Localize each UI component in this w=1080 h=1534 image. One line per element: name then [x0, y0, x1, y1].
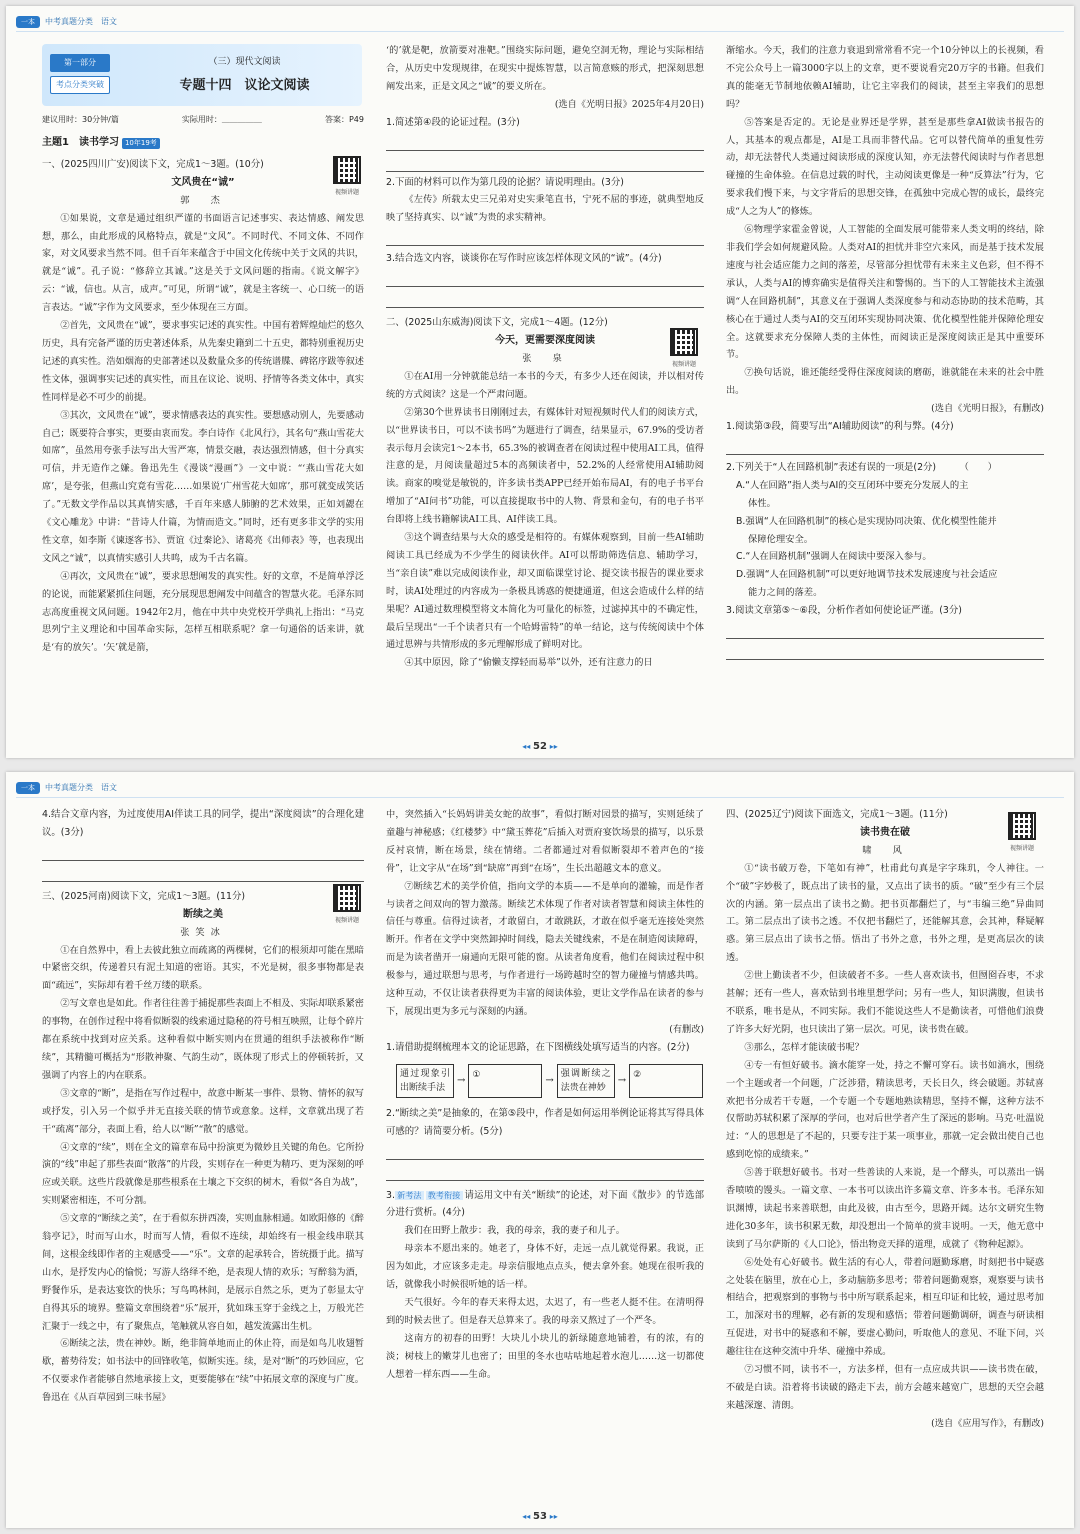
answer-ref: 答案：P49: [324, 115, 364, 124]
paragraph: ⑥断续之法，贵在神妙。断，绝非简单地而止的休止符，而是如鸟儿收翅暂歇，蓄势待发；如书法中的回锋收笔，似断实连。续，是对“断”的巧妙回应，它不仅要求作者能够自然地承接上文，更要能够在“续”中拓展文章的深度与广度。鲁迅在《从百草园到三味书屋》: [42, 1338, 364, 1404]
page-number-text: 53: [533, 1511, 547, 1522]
answer-line[interactable]: [386, 1162, 704, 1181]
page-header: [16, 12, 1064, 32]
question-2: 2.下面的材料可以作为第几段的论据？请说明理由。(3分): [386, 176, 624, 188]
source-note: (选自《光明日报》，有删改): [931, 403, 1044, 415]
theme-badge: 10年19考: [122, 138, 160, 149]
blank-marker: ①: [472, 1069, 481, 1080]
answer-line[interactable]: [386, 132, 704, 151]
answer-line[interactable]: [726, 620, 1044, 639]
option-b[interactable]: B.强调“人在回路机制”的核心是实现协同决策、优化模型性能并: [736, 515, 997, 527]
paragraph: ①在AI用一分钟就能总结一本书的今天，有多少人还在阅读，并以相对传统的方式阅读？这是一个严肃问题。: [386, 370, 704, 400]
paragraph: ①在自然界中，看上去彼此独立而疏离的两棵树，它们的根须却可能在黑暗中紧密交织，传递着只有泥土知道的密语。其实，不光是树，很多事物都是表面“疏远”，实际却有着千丝万缕的联系。: [42, 944, 364, 992]
option-d-cont: 能力之间的落差。: [748, 587, 823, 599]
question-text: 请运用文中有关“断续”的论述，对下面《散步》的节选部分进行赏析。(4分): [386, 1189, 704, 1219]
paragraph: ②世上勤读者不少，但读破者不多。一些人喜欢读书，但囫囵吞枣，不求甚解；还有一些人，喜欢钻到书堆里想学问；另有一些人，知识满腹，但读书不联系，唯书是从，不同实际。我们不能说这些人不是勤读者，可惜他们浪费了许多大好光阴，也只读出了第一层次。可见，读书贵在破。: [726, 970, 1044, 1035]
page-number: ◂◂ 52 ▸▸: [522, 741, 558, 752]
excerpt-paragraph: 这南方的初春的田野！大块儿小块儿的新绿随意地铺着，有的浓，有的淡；树枝上的嫩芽儿也密了；田里的冬水也咕咕地起着水泡儿……这一切都使人想着一样东西——生命。: [386, 1332, 704, 1380]
series-name: 中考真题分类: [45, 783, 93, 792]
actual-time: 实际用时：＿＿＿＿＿: [181, 115, 262, 124]
qr-label: 视频讲题: [671, 361, 696, 368]
paragraph: ⑤善于联想好破书。书对一些善读的人来说，是一个酵头，可以蒸出一锅香喷喷的馒头。一篇文章、一本书可以读出许多篇文章、许多本书。毛泽东知识渊博，读起书来善联想，由此及彼，由古至今，思路开阔。达尔文研究生物进化30多年，读书积累无数，却没想出一个简单的赏丰说明。一天，他无意中读到了马尔萨斯的《人口论》，悟出物竞天择的道理，成就了《物种起源》。: [726, 1167, 1044, 1250]
column-3: [726, 806, 1044, 1496]
arrow-right-icon: →: [545, 1074, 554, 1086]
link-tag: 教考衔接: [427, 1190, 461, 1200]
qr-code-icon[interactable]: [670, 328, 698, 356]
answer-line[interactable]: [386, 268, 704, 287]
excerpt-paragraph: 我们在田野上散步：我，我的母亲，我的妻子和儿子。: [404, 1225, 625, 1237]
option-a[interactable]: A.“人在回路”指人类与AI的交互闭环中要充分发展人的主: [736, 479, 969, 491]
option-a-cont: 体性。: [748, 497, 776, 509]
qr-code-icon[interactable]: [1008, 812, 1036, 840]
question-1: 1.阅读第③段，简要写出“AI辅助阅读”的利与弊。(4分): [726, 421, 954, 433]
section-heading: 四、(2025辽宁)阅读下面选文，完成1～3题。(11分): [726, 809, 948, 820]
section-heading: 一、(2025四川广安)阅读下文，完成1～3题。(10分): [42, 158, 264, 170]
brand-logo: 一本: [16, 782, 40, 794]
source-note: (选自《应用写作》，有删改): [931, 1417, 1044, 1429]
section-heading: 三、(2025河南)阅读下文，完成1～3题。(11分): [42, 890, 245, 902]
paragraph: ①如果说，文章是通过组织严谨的书面语言记述事实、表达情感、阐发思想，那么，由此形成的风格特点，就是“文风”。不同时代、不同文体、不同作家，对文风要求当然不同。但千百年来蕴含于中国文化传统中关于文风的共识，就是“诚”。孔子说：“修辞立其诚。”这是关于文风问题的指南。《说文解字》云：“诚，信也。从言，成声。”可见，所谓“诚”，就是主客统一、心口统一的语言表达。“诚”字作为文风要求，至少体现在三方面。: [42, 212, 364, 314]
section-heading: 二、(2025山东威海)阅读下文，完成1～4题。(12分): [386, 317, 608, 329]
article-title: 断续之美: [183, 908, 223, 920]
answer-line[interactable]: [42, 863, 364, 882]
outline-flowchart: [396, 1061, 704, 1101]
paragraph: ⑤答案是否定的。无论是业界还是学界，甚至是那些拿AI做读书报告的人，其基本的观点都是，AI是工具而非替代品。它可以替代简单的重复性劳动，却无法替代人类通过阅读形成的深度认知，亦无法替代阅读时与作者思想碰撞的生命体验。在信息过载的时代，主动阅读更像是一种“反算法”行为，它要求我们慢下来，与文字背后的思想交锋，在孤独中完成心智的成长，最终完成“人之为人”的修炼。: [726, 116, 1044, 218]
question-3: 3.阅读文章第⑤～⑥段，分析作者如何使论证严谨。(3分): [726, 605, 962, 617]
subject-name: 语文: [101, 783, 117, 792]
paragraph: ④其中原因，除了“偷懒支撑轻而易举”以外，还有注意力的日: [404, 657, 653, 669]
paragraph: ⑥物理学家霍金曾说，人工智能的全面发展可能带来人类文明的终结，除非我们学会如何规避风险。人类对AI的担忧并非空穴来风，而是基于技术发展速度与社会适应能力之间的落差，尽管部分担忧带有未来主义色彩，但不得不承认，人类与AI的博弈确实是值得关注和警惕的。当下的人工智能技术主流强调“人在回路机制”，其意义在于强调人类深度参与和动态协助的技术范畴，其核心在于通过人类与AI的交互闭环实现协同决策、优化模型性能并保障伦理安全。这就要求充分保障人类的主体性，而阅读正是深度阅读正是其中重要环节。: [726, 224, 1044, 361]
paragraph: ‘的’就是靶，放箭要对准靶。”围绕实际问题，避免空洞无物，理论与实际相结合，从历史中发现规律，在现实中提炼智慧，以言简意赅的形式，把深刻思想阐发出来，正是文风之“诚”的要义所在。: [386, 45, 704, 92]
question-2: 2.下列关于“人在回路机制”表述有误的一项是(2分) （ ）: [726, 461, 997, 473]
source-note: (选自《光明日报》2025年4月20日): [554, 98, 704, 110]
source-note: (有删改): [669, 1023, 704, 1035]
answer-line[interactable]: [726, 641, 1044, 660]
question-2: 2.“断续之美”是抽象的，在第⑤段中，作者是如何运用举例论证将其写得具体可感的？请简要分析。(5分): [386, 1107, 704, 1137]
column-2: [386, 42, 704, 714]
paragraph: ③那么，怎样才能读破书呢？: [744, 1041, 864, 1053]
flow-box-1: 通过现象引出断续手法: [396, 1064, 454, 1098]
article-author: 张 泉: [522, 352, 568, 364]
page-number-text: 52: [533, 741, 547, 752]
blank-marker: ②: [633, 1069, 642, 1080]
paragraph: ⑦断续艺术的美学价值，指向文学的本质——不是单向的灌输，而是作者与读者之间双向的智力激荡。断续艺术体现了作者对读者智慧和阅读主体性的信任与尊重。信得过读者，才敢留白，才敢跳跃，才敢在似乎毫无连接处突然断开。作者在文学中突然卸掉时间线，隐去关键线索，不是在制造阅读障碍，而是为读者凿开一扇通向无限可能的窗。从读者角度看，他们在阅读过程中积极参与，通过联想与思考，与作者进行一场跨越时空的智力碰撞与情感共鸣。这种互动，不仅让读者获得更为丰富的阅读体验，更让文学作品在读者的参与下，展现出更为多元与深刻的内涵。: [386, 880, 704, 1017]
brand-logo: 一本: [16, 16, 40, 28]
article-author: 张笑冰: [180, 926, 226, 938]
qr-label: 视频讲题: [1009, 845, 1034, 852]
question-1: 1.简述第④段的论证过程。(3分): [386, 116, 520, 128]
column-3: [726, 42, 1044, 714]
paragraph: ①“读书破万卷，下笔如有神”，杜甫此句真是字字珠玑，令人神往。一个“破”字妙极了，既点出了读书的量，又点出了读书的质。“破”至少有三个层次的内涵。第一层点出了读书之勤。把书页都翻烂了，与“韦编三绝”异曲同工。第二层点出了读书之透。不仅把书翻烂了，还能解其意，会其神，释疑解惑。第三层点出了读书之悟。悟出了书外之意，书外之理，是更高层次的读透。: [726, 862, 1044, 964]
arrow-right-icon: →: [457, 1074, 466, 1086]
paragraph: ④文章的“续”，则在全文的篇章布局中扮演更为微妙且关键的角色。它所扮演的“线”串起了那些表面“散落”的片段，实则存在一种更为精巧、更为深刻的呼应或关联。这些片段就像是那些根系在土壤之下交织的树木，看似“各自为战”，实则紧密相连，不可分割。: [42, 1141, 364, 1207]
answer-line[interactable]: [726, 436, 1044, 455]
paragraph: ②写文章也是如此。作者往往善于捕捉那些表面上不相及、实际却联系紧密的事物，在创作过程中将看似断裂的线索通过隐秘的符号相互映照，让每个碎片都在系统中找到对应关系。这种看似中断实则内在贯通的组织手法被称作“断续”，其精髓可概括为“形散神聚、气韵生动”，既体现了形式上的停顿转折，又强调了内容上的内在联系。: [42, 998, 364, 1081]
category-tag: 考点分类突破: [50, 76, 110, 94]
theme-heading: [42, 134, 364, 152]
question-material: 《左传》所载太史三兄弟对史实秉笔直书，宁死不屈的事迹，就典型地反映了坚持真实、以“诚”为贵的求实精神。: [386, 194, 704, 224]
chapter-banner: [42, 44, 362, 106]
flow-blank-2[interactable]: [629, 1064, 703, 1098]
page-number: ◂◂ 53 ▸▸: [522, 1511, 558, 1522]
page-header: [16, 778, 1064, 798]
paragraph: ④专一有恒好破书。滴水能穿一处，持之不懈可穿石。读书如滴水，围绕一个主题或者一个问题，广泛涉猎，精读思考，天长日久，终会破题。苏轼喜欢把书分成若干专题，一个专题一个专题地熟读精思，坚持不懈，这种方法不仅帮助苏轼积累了深厚的学问，也对后世学者产生了深远的影响。马克·吐温说过：“人的思想是了不起的，只要专注于某一项事业，那就一定会做出使自己也感到吃惊的成绩来。”: [726, 1059, 1044, 1161]
flow-box-3: 强调断续之法贵在神妙: [557, 1064, 615, 1098]
article-author: 郭 杰: [180, 194, 226, 206]
subject-name: 语文: [101, 17, 117, 26]
page-53: [6, 772, 1074, 1528]
paragraph: ④再次，文风贵在“诚”，要求思想阐发的真实性。好的文章，不是简单浮泛的论说，而能紧紧抓住问题，充分展现思想阐发中间蕴含的智慧火花。毛泽东同志高度重视文风问题。1942年2月，他在中共中央党校开学典礼上指出：“马克思列宁主义理论和中国革命实际，怎样互相联系呢？拿一句通俗的话来讲，就是‘有的放矢’。‘矢’就是箭，: [42, 570, 364, 654]
paragraph: ②首先，文风贵在“诚”，要求事实记述的真实性。中国有着辉煌灿烂的悠久历史，具有完备严谨的历史著述体系，从先秦史籍到二十五史，都特别重视历史记述的真实性。浩如烟海的史部著述以及数量众多的传统谱牒、碑铭序跋等叙述性文体，强调事实记述的真实性，而且在议论、说明、抒情等各类文体中，真实性同样是必不可少的前提。: [42, 320, 364, 403]
series-name: 中考真题分类: [45, 17, 93, 26]
column-1: [42, 806, 364, 1486]
qr-code-icon[interactable]: [333, 156, 361, 184]
question-3: [386, 1187, 704, 1223]
paragraph: ⑦习惯不同，读书不一，方法多样，但有一点应成共识——读书贵在破，不破是白读。沿着将书读破的路走下去，前方会越来越宽广，思想的天空会越来越深邃、清朗。: [726, 1364, 1044, 1411]
new-method-tag: 新考法: [396, 1190, 422, 1200]
paragraph: ③其次，文风贵在“诚”，要求情感表达的真实性。要想感动别人，先要感动自己；既要符合事实，更要由衷而发。李白诗作《北风行》，其名句“燕山雪花大如席”，虽然用夸张手法写出大雪严寒，情景交融，表达强烈情感，但十分真实可信，并无造作之嫌。鲁迅先生《漫谈“漫画”》一文中说：“‘燕山雪花大如席’，是夸张，但燕山究竟有雪花……如果说‘广州雪花大如席’，那可就变成笑话了。”无数文学作品以其真情实感，千百年来感人肺腑的艺术效果，正如刘勰在《文心雕龙》中讲：“昔诗人什篇，为情而造文。”同时，还有更多非文学的实用性文章，如李斯《谏逐客书》、贾谊《过秦论》、诸葛亮《出师表》等，也表现出文风之“诚”，以真情实感引人共鸣，成为千古名篇。: [42, 409, 364, 564]
qr-label: 视频讲题: [334, 917, 359, 924]
question-1: 1.请借助提纲梳理本文的论证思路，在下图横线处填写适当的内容。(2分): [386, 1041, 690, 1053]
option-c[interactable]: C.“人在回路机制”强调人在阅读中要深入参与。: [736, 551, 932, 563]
suggested-time: 建议用时：30分钟/篇: [42, 115, 119, 124]
excerpt-paragraph: 天气很好。今年的春天来得太迟，太迟了，有一些老人挺不住。在清明得到的时候去世了。但是春天总算来了。我的母亲又熬过了一个严冬。: [386, 1296, 704, 1326]
article-title: 今天，更需要深度阅读: [495, 335, 595, 347]
paragraph: ⑤文章的“断续之美”，在于看似东拼西凑，实则血脉相通。如欧阳修的《醉翁亭记》，时而写山水，时而写人情，看似不连续，却始终有一根金线串联其间，这根金线即作者的主观感受——“乐”。文章的起承转合，皆统摄于此。描写山水，是抒发内心的愉悦；写游人络绎不绝，是表现人情的欢乐；写醉翁为酒，野餐作乐，是表达宴饮的快乐；写鸟鸣林间，是展示自然之乐，更为了彰显太守自得其乐的境界。整篇文章围绕着“乐”展开，犹如珠玉穿于金线之上，万般光芒汇聚于一线之中，有了聚焦点，笔触就从容自如，越发流露出生机。: [42, 1213, 364, 1332]
answer-line[interactable]: [386, 153, 704, 172]
paragraph: 中，突然插入“长妈妈讲美女蛇的故事”，看似打断对园景的描写，实则延续了童趣与神秘感；《红楼梦》中“黛玉葬花”后插入对贾府宴饮场景的描写，以乐景反衬哀情，断在场景，续在情绪。二者都通过对看似断裂却不着声色的“接骨”，让文字从“在场”到“缺席”再到“在场”，生长出超越文本的意义。: [386, 809, 704, 874]
page-52: [6, 6, 1074, 758]
part-tag: 第一部分: [50, 54, 110, 72]
paragraph: 渐缩水。今天，我们的注意力衰退到常常看不完一个10分钟以上的长视频，看不完公众号上一篇3000字以上的文章，更不要说看完20万字的书籍。但我们真的能毫无节制地依赖AI辅助，让它主宰我们的阅读，甚至主宰我们的思想吗？: [726, 45, 1044, 110]
question-3: 3.结合选文内容，谈谈你在写作时应该怎样体现文风的“诚”。(4分): [386, 253, 662, 265]
answer-line[interactable]: [386, 227, 704, 246]
article-title: 读书贵在破: [860, 826, 910, 838]
paragraph: ③文章的“断”，是指在写作过程中，故意中断某一事件、景物、情怀的叙写或抒发，引入另一个似乎并无直接关联的情节或意象。这样，文章就出现了若干“疏离”部分，表面上看，给人以“断”“散”的感觉。: [42, 1087, 364, 1135]
time-meta: [42, 114, 364, 125]
question-number: 3.: [386, 1189, 395, 1201]
banner-title: 专题十四 议论文阅读: [179, 78, 310, 93]
answer-line[interactable]: [386, 289, 704, 308]
paragraph: ③这个调查结果与大众的感受是相符的。有媒体观察到，目前一些AI辅助阅读工具已经成为不少学生的阅读伙伴。AI可以帮助筛选信息、辅助学习，当“亲自读”难以完成阅读作业，却又面临课堂讨论、提交读书报告的课业要求时，读AI处理过的内容成为一条极具诱惑的便捷通道，但这会造成什么样的结果呢？AI通过数理模型将文本简化为可量化的标签，过滤掉其中的不确定性，最后呈现出“一千个读者只有一个哈姆雷特”的单一结论，这与传统阅读中个体通过思辨与共情形成的多元理解形成了鲜明对比。: [386, 532, 704, 651]
answer-line[interactable]: [386, 1141, 704, 1160]
question-4: 4.结合文章内容，为过度使用AI伴读工具的同学，提出“深度阅读”的合理化建议。(3分): [42, 809, 364, 838]
qr-label: 视频讲题: [334, 189, 359, 196]
banner-subtitle: （三）现代文阅读: [208, 57, 281, 67]
flow-blank-1[interactable]: [468, 1064, 542, 1098]
paragraph: ②第30个世界读书日刚刚过去，有媒体针对短视频时代人们的阅读方式，以“世界读书日，可以不读书吗”为题进行了调查，结果显示，67.9%的受访者表示每月会读完1～2本书，65.3%的被调查者在阅读过程中使用AI工具，值得注意的是，月阅读量超过5本的高频读者中，52.2%的人经常使用AI辅助阅读。商家的嗅觉是敏锐的，许多读书类APP已经开始布局AI，有的电子书平台增加了“AI问书”功能，可以直接提取书中的人物、背景和金句，有的电子书平台即将上线书籍解读AI工具、AI伴读工具。: [386, 406, 704, 526]
paragraph: ⑥处处有心好破书。做生活的有心人，带着问题勤琢磨，时刻把书中疑惑之处装在脑里，放在心上，多动脑筋多思考；带着问题勤观察，观察要与读书相结合，把观察到的事物与书中所写联系起来，相互印证和比较，通过思考加工，加深对书的理解，必有新的发现和感悟；带着问题勤调研，调查与研读相互促进，对书中的疑惑和不解，要虚心勤问，听取他人的意见、不耻下问，兴趣往往在这种交流中升华、碰撞中养成。: [726, 1256, 1044, 1358]
article-author: 啸 风: [862, 844, 908, 856]
column-2: [386, 806, 704, 1486]
option-d[interactable]: D.强调“人在回路机制”可以更好地调节技术发展速度与社会适应: [736, 569, 998, 581]
theme-text: 主题1 读书学习: [42, 137, 119, 148]
article-title: 文风贵在“诚”: [171, 176, 235, 188]
option-b-cont: 保障伦理安全。: [748, 533, 814, 545]
arrow-right-icon: →: [617, 1074, 627, 1086]
paragraph: ⑦换句话说，谁还能经受得住深度阅读的磨砺，谁就能在未来的社会中胜出。: [726, 367, 1044, 397]
qr-code-icon[interactable]: [333, 884, 361, 912]
excerpt-paragraph: 母亲本不愿出来的。她老了，身体不好，走远一点儿就觉得累。我说，正因为如此，才应该多走走。母亲信服地点点头，便去拿外套。她现在很听我的话，就像我小时候很听她的话一样。: [386, 1243, 704, 1291]
answer-line[interactable]: [42, 842, 364, 861]
column-1: [42, 134, 364, 714]
